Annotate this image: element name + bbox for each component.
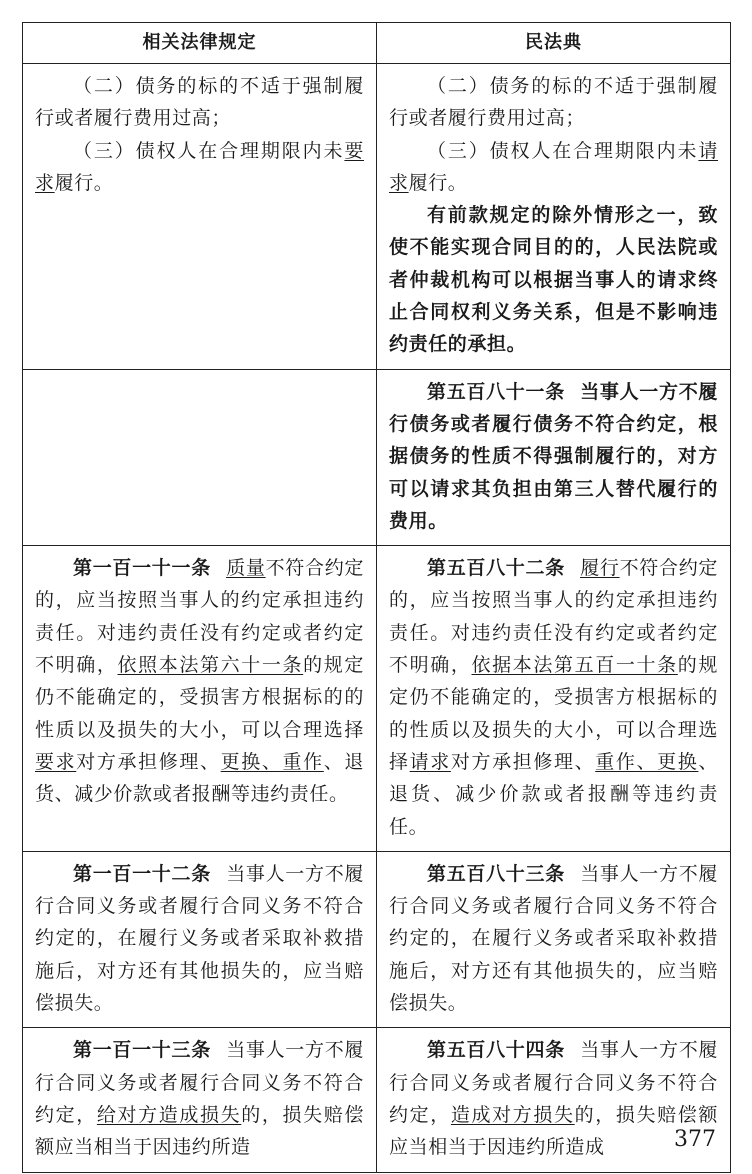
table-header-row [23,23,731,64]
cell-civil-code [377,64,731,370]
underlined-text: 要求 [35,139,364,194]
underlined-text: 质量 [226,557,266,580]
underlined-text: 依照本法第六十一条 [117,654,304,677]
article-title: 第一百一十二条 [73,862,211,885]
table-row [23,851,731,1027]
paragraph: （二）债务的标的不适于强制履行或者履行费用过高； [35,75,364,130]
table-row [23,369,731,545]
article-paragraph: 第一百一十一条 质量不符合约定的，应当按照当事人的约定承担违约责任。对违约责任没有约定或者约定不明确，依照本法第六十一条的规定仍不能确定的，受损害方根据标的的性质以及损失的大小，可以合理选择要求对方承担修理、更换、重作、退货、减少价款或者报酬等违约责任。 [35,557,365,806]
article-paragraph: 第五百八十三条 当事人一方不履行合同义务或者履行合同义务不符合约定的，在履行义务或者采取补救措施后，对方还有其他损失的，应当赔偿损失。 [389,862,718,1015]
underlined-text: 依据本法第五百一十条 [471,654,678,677]
article-title: 第五百八十四条 [427,1039,565,1062]
underlined-text: 请求 [389,139,718,194]
underlined-text: 更换、重作 [220,750,324,773]
header-related-laws: 相关法律规定 [23,23,377,64]
paragraph: （三）债权人在合理期限内未要求履行。 [35,139,364,194]
cell-related-law [23,64,377,370]
paragraph: （二）债务的标的不适于强制履行或者履行费用过高； [389,75,718,130]
cell-related-law-empty [23,369,377,545]
cell-civil-code [377,851,731,1027]
comparison-table [22,22,731,1173]
article-title: 第五百八十三条 [427,862,565,885]
article-paragraph: 第五百八十四条 当事人一方不履行合同义务或者履行合同义务不符合约定，造成对方损失的，损失赔偿额应当相当于因违约所造成 [389,1039,719,1159]
table-row [23,1028,731,1172]
underlined-text: 给对方造成损失 [96,1103,242,1126]
cell-civil-code [377,546,731,852]
article-title: 第五百八十二条 [427,557,565,580]
paragraph: （三）债权人在合理期限内未请求履行。 [389,139,718,194]
article-paragraph: 第一百一十三条 当事人一方不履行合同义务或者履行合同义务不符合约定，给对方造成损失的，损失赔偿额应当相当于因违约所造 [35,1039,365,1159]
bold-paragraph: 有前款规定的除外情形之一，致使不能实现合同目的的，人民法院或者仲裁机构可以根据当事人的请求终止合同权利义务关系，但是不影响违约责任的承担。 [389,204,718,356]
page-number: 377 [674,1127,716,1152]
cell-civil-code [377,369,731,545]
cell-related-law [23,546,377,852]
table-row [23,64,731,370]
cell-related-law [23,1028,377,1172]
header-civil-code: 民法典 [377,23,731,64]
article-title: 第一百一十三条 [73,1039,211,1062]
article-title: 第五百八十一条 [427,380,565,403]
underlined-text: 请求 [409,750,451,773]
underlined-text: 造成对方损失 [450,1103,575,1126]
article-paragraph: 第五百八十一条 当事人一方不履行债务或者履行债务不符合约定，根据债务的性质不得强制履行的，对方可以请求其负担由第三人替代履行的费用。 [389,380,718,532]
article-paragraph: 第五百八十二条 履行不符合约定的，应当按照当事人的约定承担违约责任。对违约责任没有约定或者约定不明确，依据本法第五百一十条的规定仍不能确定的，受损害方根据标的的性质以及损失的大小，可以合理选择请求对方承担修理、重作、更换、退货、减少价款或者报酬等违约责任。 [389,557,719,838]
cell-related-law [23,851,377,1027]
underlined-text: 重作、更换 [595,750,699,773]
underlined-text: 要求 [35,750,77,773]
article-paragraph: 第一百一十二条 当事人一方不履行合同义务或者履行合同义务不符合约定的，在履行义务或者采取补救措施后，对方还有其他损失的，应当赔偿损失。 [35,862,364,1015]
article-title: 第一百一十一条 [73,557,211,580]
table-row [23,546,731,852]
underlined-text: 履行 [580,557,620,580]
